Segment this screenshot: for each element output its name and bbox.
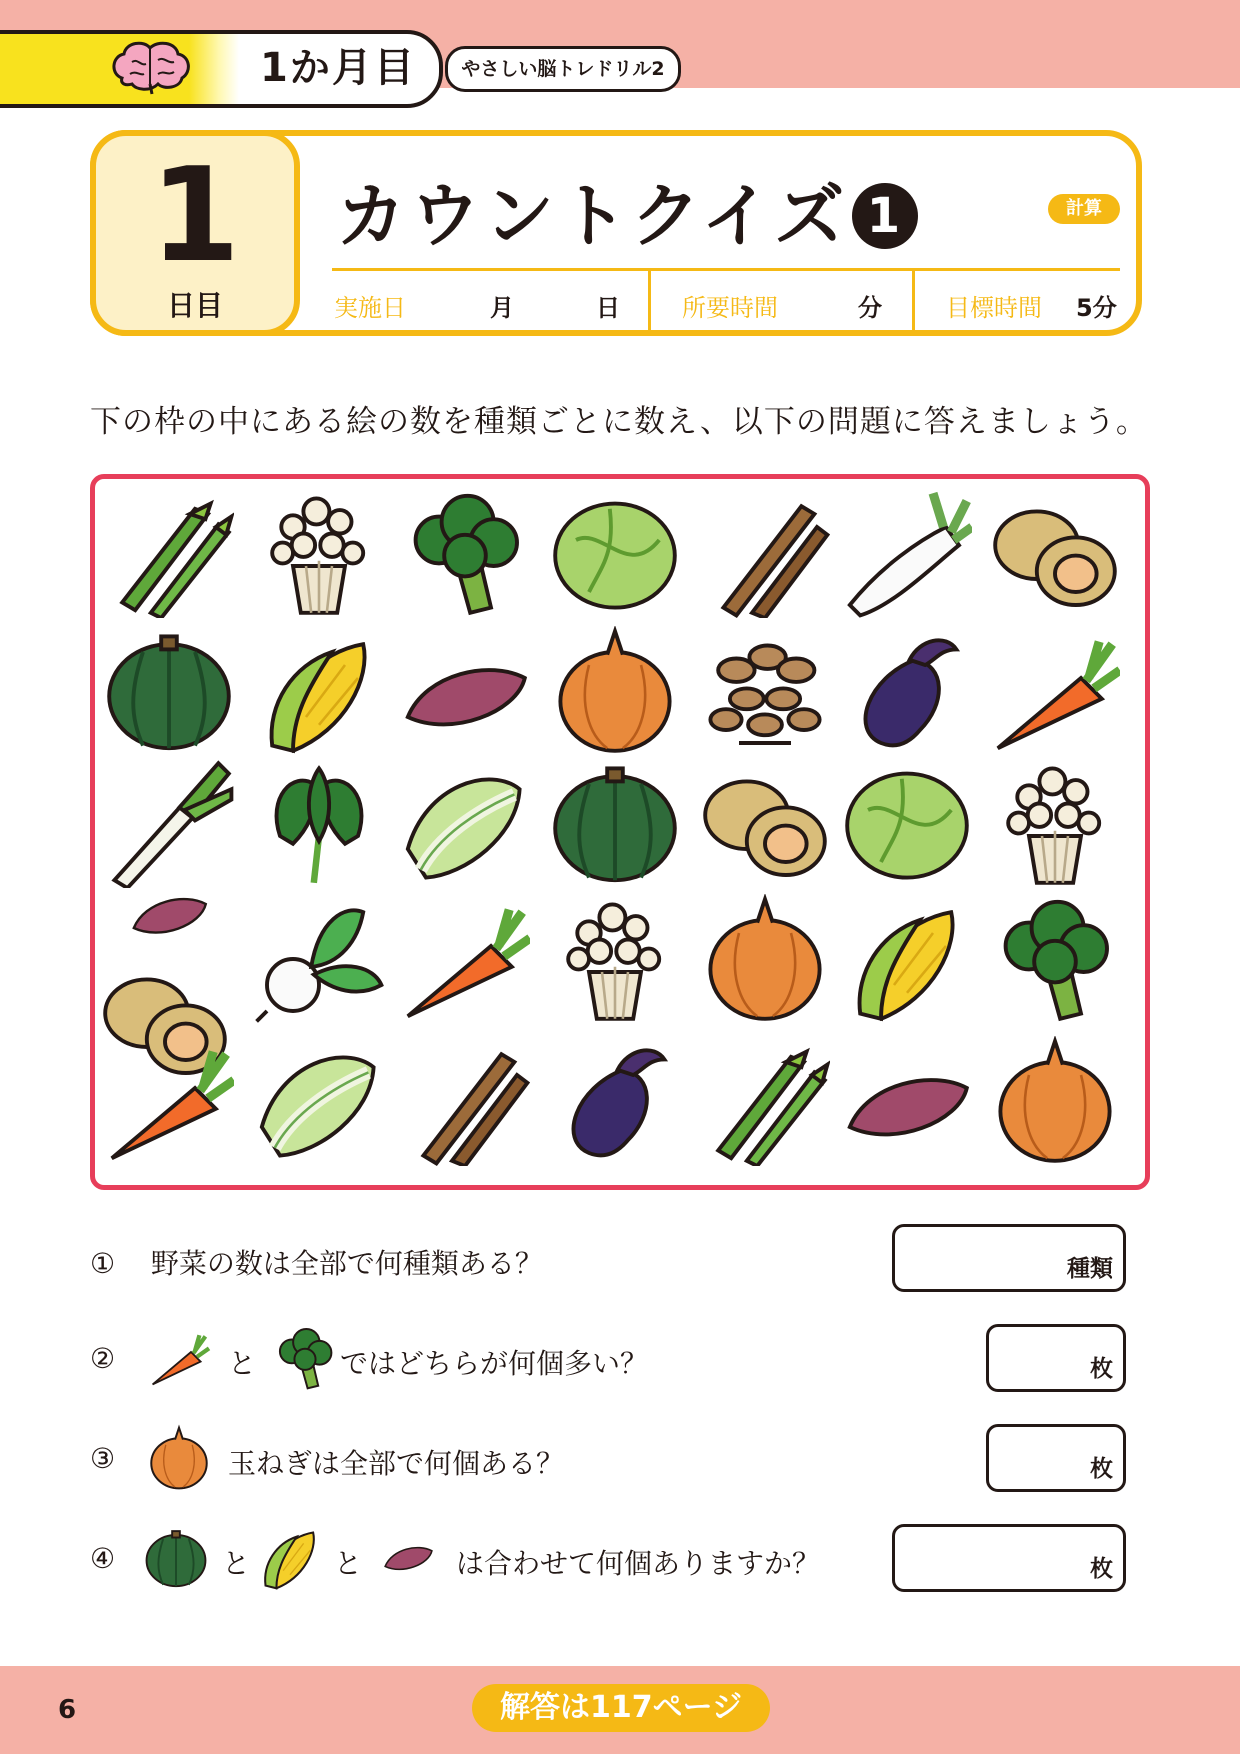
month-label: 1か月目 xyxy=(260,45,416,91)
shimeji-icon xyxy=(700,626,830,756)
sweet-potato-icon xyxy=(104,872,234,952)
question-2 xyxy=(90,1342,649,1380)
onion-icon xyxy=(146,1422,212,1494)
cabbage-icon xyxy=(842,758,972,888)
broccoli-icon xyxy=(990,894,1120,1024)
answer-box-3[interactable] xyxy=(986,1424,1126,1492)
day-unit: 日 xyxy=(596,294,620,322)
eggplant-icon xyxy=(550,1036,680,1166)
turnip-icon xyxy=(254,894,384,1024)
question-number: ① xyxy=(90,1247,116,1280)
quiz-title-number: 1 xyxy=(852,183,918,249)
carrot-icon xyxy=(990,626,1120,756)
onion-icon xyxy=(550,626,680,756)
asparagus-icon xyxy=(700,1036,830,1166)
series-label: やさしい脳トレドリル2 xyxy=(445,46,681,92)
onion-icon xyxy=(990,1036,1120,1166)
quiz-title-text: カウントクイズ xyxy=(336,175,849,257)
answer-page-note: 解答は117ページ xyxy=(472,1684,770,1732)
question-joiner: と xyxy=(228,1347,257,1380)
carrot-icon xyxy=(144,1328,214,1388)
eggplant-icon xyxy=(842,626,972,756)
answer-box-1[interactable] xyxy=(892,1224,1126,1292)
question-text: 玉ねぎは全部で何個ある？ xyxy=(228,1447,565,1480)
answer-unit: 枚 xyxy=(1090,1356,1113,1382)
info-separator xyxy=(912,268,915,332)
answer-box-4[interactable] xyxy=(892,1524,1126,1592)
question-text: ではどちらが何個多い？ xyxy=(340,1347,649,1380)
answer-unit: 枚 xyxy=(1090,1556,1113,1582)
question-text: 野菜の数は全部で何種類ある？ xyxy=(150,1247,543,1280)
date-label: 実施日 xyxy=(334,294,406,322)
potato-icon xyxy=(700,758,830,888)
carrot-icon xyxy=(104,1036,234,1166)
potato-icon xyxy=(990,488,1120,618)
sweet-potato-icon xyxy=(842,1036,972,1166)
answer-unit: 種類 xyxy=(1067,1256,1113,1282)
quiz-title xyxy=(336,160,918,261)
day-label: 日目 xyxy=(166,289,223,322)
brain-icon xyxy=(110,38,192,96)
question-4 xyxy=(90,1542,821,1580)
pumpkin-icon xyxy=(550,758,680,888)
time-taken-label: 所要時間 xyxy=(682,294,778,322)
question-3 xyxy=(90,1442,565,1480)
question-number: ③ xyxy=(90,1442,116,1475)
daikon-icon xyxy=(842,488,972,618)
question-text: は合わせて何個ありますか？ xyxy=(456,1547,821,1580)
enoki-icon xyxy=(990,758,1120,888)
minute-unit: 分 xyxy=(858,294,882,322)
broccoli-icon xyxy=(400,488,530,618)
question-number: ② xyxy=(90,1342,116,1375)
tab-stripe xyxy=(189,34,239,104)
burdock-icon xyxy=(400,1036,530,1166)
enoki-icon xyxy=(550,894,680,1024)
category-badge: 計算 xyxy=(1048,194,1120,224)
asparagus-icon xyxy=(104,488,234,618)
onion-icon xyxy=(700,894,830,1024)
target-time-value: 5分 xyxy=(1076,294,1117,322)
napa-cabbage-icon xyxy=(400,758,530,888)
enoki-icon xyxy=(254,488,384,618)
answer-unit: 枚 xyxy=(1090,1456,1113,1482)
day-number: 1 xyxy=(149,139,241,291)
leek-icon xyxy=(104,758,234,888)
sweet-potato-icon xyxy=(400,626,530,756)
cabbage-icon xyxy=(550,488,680,618)
month-unit: 月 xyxy=(490,294,514,322)
corn-icon xyxy=(842,894,972,1024)
question-joiner: と xyxy=(222,1547,251,1580)
broccoli-icon xyxy=(272,1322,338,1394)
info-divider xyxy=(332,268,1120,271)
question-number: ④ xyxy=(90,1542,116,1575)
instruction-text: 下の枠の中にある絵の数を種類ごとに数え、以下の問題に答えましょう。 xyxy=(90,404,1148,440)
burdock-icon xyxy=(700,488,830,618)
page-number: 6 xyxy=(58,1695,77,1725)
corn-icon xyxy=(256,1520,324,1594)
carrot-icon xyxy=(400,894,530,1024)
napa-cabbage-icon xyxy=(254,1036,384,1166)
answer-box-2[interactable] xyxy=(986,1324,1126,1392)
target-time-label: 目標時間 xyxy=(946,294,1042,322)
pumpkin-icon xyxy=(142,1526,210,1590)
sweet-potato-icon xyxy=(372,1530,444,1582)
pumpkin-icon xyxy=(104,626,234,756)
spinach-icon xyxy=(254,758,384,888)
info-separator xyxy=(648,268,651,332)
corn-icon xyxy=(254,626,384,756)
question-joiner: と xyxy=(334,1547,363,1580)
question-1 xyxy=(90,1242,543,1282)
